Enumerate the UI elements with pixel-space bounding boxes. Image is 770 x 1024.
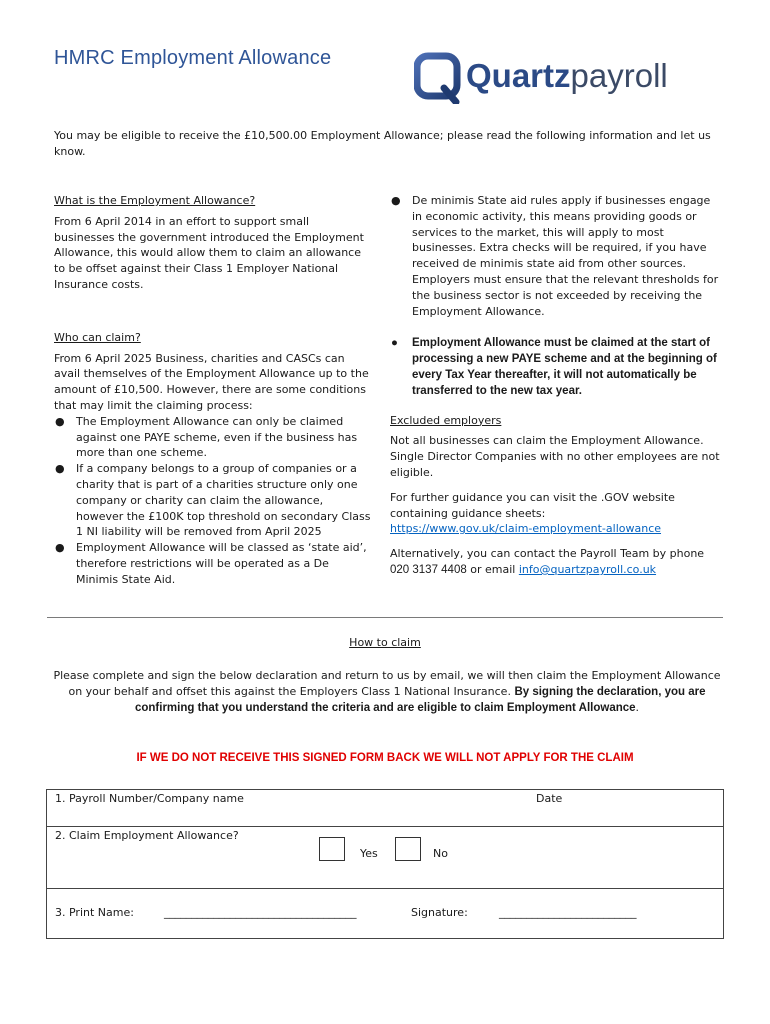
logo-text-light: payroll	[570, 57, 668, 94]
yes-checkbox[interactable]	[319, 837, 345, 861]
section-divider	[47, 617, 723, 618]
contact-line: 020 3137 4408 or email info@quartzpayroll.co.uk	[390, 562, 657, 576]
declaration-bold-text: By signing the declaration, you are confirming that you understand the criteria and are eligible to claim Employment Allowance	[134, 686, 706, 714]
signature-label: Signature:	[411, 906, 468, 919]
state-aid-list	[390, 193, 720, 400]
bullet-icon: ●	[55, 541, 65, 555]
excluded-text: Not all businesses can claim the Employment Allowance. Single Director Companies with no other employees are not eligible.	[390, 434, 720, 479]
list-item: ● If a company belongs to a group of companies or a charity that is part of a charities structure only one company or charity can claim the allowance, however the £100K top threshold on secondary Class 1 NI liability will be removed from April 2025	[55, 462, 371, 539]
guidance-text: For further guidance you can visit the .GOV website containing guidance sheets:	[390, 490, 675, 520]
print-name-field[interactable]: ___________________________________	[164, 906, 357, 919]
left-column	[54, 193, 372, 588]
phone-number: 020 3137 4408	[390, 563, 467, 576]
no-label: No	[433, 847, 448, 860]
bullet-icon: ●	[391, 194, 401, 207]
bullet-icon: ●	[55, 414, 65, 428]
bullet-icon: ●	[55, 462, 65, 476]
no-checkbox[interactable]	[395, 837, 421, 861]
list-item: ● Employment Allowance must be claimed at the start of processing a new PAYE scheme and at the beginning of every Tax Year thereafter, it will not automatically be transferred to the new tax year.	[391, 337, 717, 397]
page-title: HMRC Employment Allowance	[54, 47, 332, 69]
excluded-heading: Excluded employers	[390, 413, 502, 427]
email-link[interactable]: info@quartzpayroll.co.uk	[518, 562, 657, 576]
who-text: From 6 April 2025 Business, charities and CASCs can avail themselves of the Employment Allowance up to the amount of £10,500. However, there are some conditions that may limit the claiming process:	[54, 351, 369, 412]
yes-label: Yes	[360, 847, 378, 860]
gov-guidance-link[interactable]: https://www.gov.uk/claim-employment-allowance	[390, 522, 662, 536]
list-item: ● Employment Allowance will be classed as ‘state aid’, therefore restrictions will be operated as a De Minimis State Aid.	[55, 541, 367, 586]
quartzpayroll-logo	[414, 52, 714, 104]
right-column	[390, 193, 720, 579]
conditions-list	[54, 414, 372, 588]
print-name-label: 3. Print Name:	[55, 906, 134, 919]
date-label: Date	[536, 792, 563, 805]
logo-text-bold: Quartz	[466, 57, 571, 94]
warning-text: IF WE DO NOT RECEIVE THIS SIGNED FORM BACK WE WILL NOT APPLY FOR THE CLAIM	[136, 752, 634, 764]
form-row-claim	[47, 827, 724, 889]
what-heading: What is the Employment Allowance?	[54, 194, 256, 207]
intro-text: You may be eligible to receive the £10,500.00 Employment Allowance; please read the following information and let us know.	[54, 129, 711, 158]
form-row-signature	[47, 889, 724, 939]
form-row-payroll	[47, 790, 724, 827]
date-input-area[interactable]	[577, 790, 717, 824]
how-to-text: Please complete and sign the below declaration and return to us by email, we will then claim the Employment Allowance on your behalf and offset this against the Employers Class 1 National Insurance. By signing the declaration, you are confirming that you understand the criteria and are eligible to claim Employment Allowance.	[53, 669, 721, 714]
signature-field[interactable]: _________________________	[499, 906, 637, 919]
list-item: ● De minimis State aid rules apply if businesses engage in economic activity, this means providing goods or services to the market, this will apply to most businesses. Extra checks will be required, if you have received de minimis state aid from other sources. Employers must ensure that the relevant thresholds for the business sector is not exceeded by receiving the Employment Allowance.	[391, 194, 719, 318]
what-text: From 6 April 2014 in an effort to support small businesses the government introduced the Employment Allowance, this would allow them to claim an allowance to be offset against their Class 1 Employer National Insurance costs.	[54, 214, 364, 291]
bullet-icon: ●	[391, 337, 398, 350]
contact-text: Alternatively, you can contact the Payroll Team by phone	[390, 547, 705, 561]
who-heading: Who can claim?	[54, 330, 141, 344]
how-to-heading: How to claim	[349, 636, 421, 649]
list-item: ● The Employment Allowance can only be claimed against one PAYE scheme, even if the business has more than one scheme.	[55, 414, 358, 460]
claim-label: 2. Claim Employment Allowance?	[55, 829, 239, 842]
payroll-label: 1. Payroll Number/Company name	[55, 792, 244, 805]
claim-form	[46, 789, 724, 939]
payroll-input-area[interactable]	[257, 790, 517, 824]
